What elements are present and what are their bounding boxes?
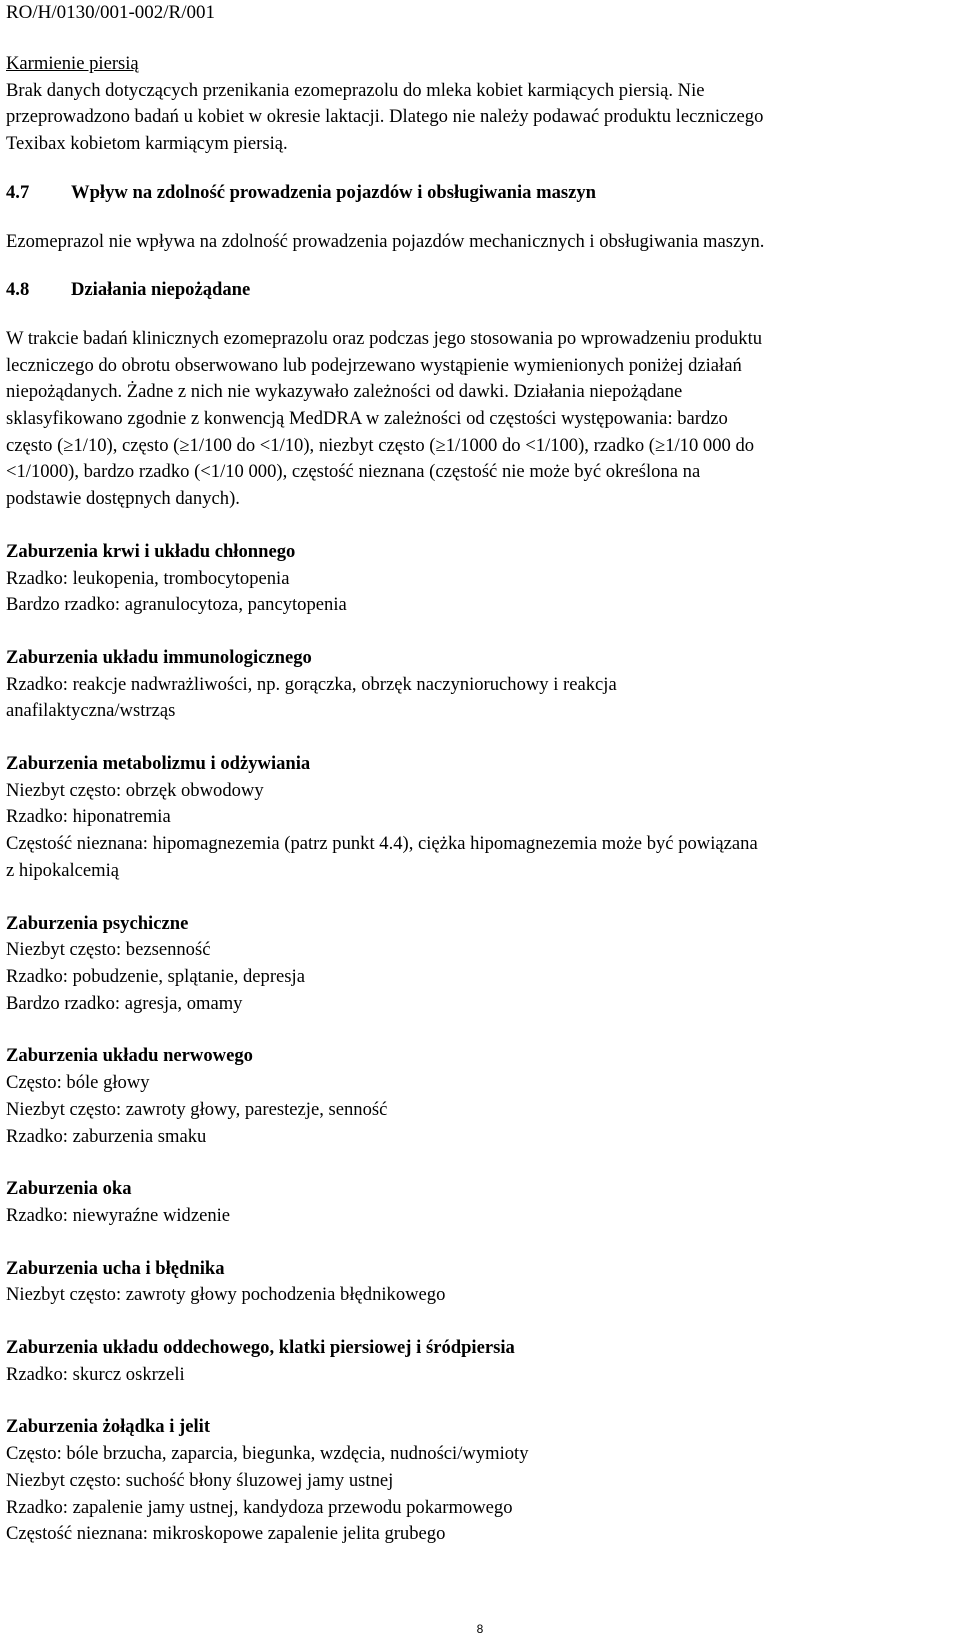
group-gastrointestinal: [6, 1414, 951, 1548]
group-blood: [6, 539, 951, 619]
group-line: Często: bóle brzucha, zaparcia, biegunka, wzdęcia, nudności/wymioty: [6, 1443, 529, 1465]
breastfeeding-line: Brak danych dotyczących przenikania ezomeprazolu do mleka kobiet karmiących piersią. Nie: [6, 79, 705, 101]
group-line: Częstość nieznana: hipomagnezemia (patrz punkt 4.4), ciężka hipomagnezemia może być powiązana: [6, 833, 758, 855]
section-title: Wpływ na zdolność prowadzenia pojazdów i obsługiwania maszyn: [71, 181, 597, 203]
breastfeeding-section: [6, 51, 951, 158]
group-metabolism: [6, 751, 951, 885]
section-number: 4.8: [6, 279, 30, 301]
breastfeeding-line: Texibax kobietom karmiącym piersią.: [6, 133, 288, 155]
group-line: Rzadko: zapalenie jamy ustnej, kandydoza przewodu pokarmowego: [6, 1496, 513, 1518]
group-line: z hipokalcemią: [6, 859, 120, 881]
group-line: Rzadko: reakcje nadwrażliwości, np. gorączka, obrzęk naczynioruchowy i reakcja: [6, 673, 617, 695]
section-4-7-heading: [6, 180, 951, 207]
group-ear: [6, 1256, 951, 1309]
intro-line: W trakcie badań klinicznych ezomeprazolu oraz podczas jego stosowania po wprowadzeniu produktu: [6, 327, 763, 349]
group-line: Niezbyt często: zawroty głowy, parestezje, senność: [6, 1098, 388, 1120]
section-4-8-intro: [6, 326, 951, 513]
section-4-8-heading: [6, 277, 951, 304]
group-psychiatric: [6, 911, 951, 1018]
group-eye: [6, 1176, 951, 1229]
intro-line: <1/1000), bardzo rzadko (<1/10 000), częstość nieznana (częstość nie może być określona na: [6, 461, 701, 483]
group-line: Często: bóle głowy: [6, 1072, 150, 1094]
intro-line: leczniczego do obrotu obserwowano lub podejrzewano wystąpienie wymienionych poniżej działań: [6, 354, 742, 376]
breastfeeding-title: Karmienie piersią: [6, 53, 139, 74]
group-title: Zaburzenia układu nerwowego: [6, 1045, 253, 1067]
group-line: anafilaktyczna/wstrząs: [6, 700, 176, 722]
intro-line: często (≥1/10), często (≥1/100 do <1/10), niezbyt często (≥1/1000 do <1/100), rzadko (≥1/10 000 do: [6, 434, 755, 456]
group-title: Zaburzenia krwi i układu chłonnego: [6, 540, 296, 562]
group-nervous: [6, 1043, 951, 1150]
group-line: Niezbyt często: bezsenność: [6, 939, 211, 961]
group-line: Bardzo rzadko: agranulocytoza, pancytopenia: [6, 594, 347, 616]
group-line: Rzadko: hiponatremia: [6, 806, 171, 828]
group-line: Rzadko: niewyraźne widzenie: [6, 1204, 231, 1226]
intro-line: sklasyfikowano zgodnie z konwencją MedDRA w zależności od częstości występowania: bardzo: [6, 408, 728, 430]
breastfeeding-line: przeprowadzono badań u kobiet w okresie laktacji. Dlatego nie należy podawać produktu leczniczego: [6, 106, 764, 128]
group-title: Zaburzenia metabolizmu i odżywiania: [6, 753, 311, 775]
group-line: Bardzo rzadko: agresja, omamy: [6, 992, 243, 1014]
group-line: Niezbyt często: zawroty głowy pochodzenia błędnikowego: [6, 1284, 446, 1306]
group-line: Niezbyt często: obrzęk obwodowy: [6, 779, 264, 801]
group-line: Rzadko: leukopenia, trombocytopenia: [6, 567, 290, 589]
group-line: Niezbyt często: suchość błony śluzowej jamy ustnej: [6, 1469, 394, 1491]
group-title: Zaburzenia psychiczne: [6, 912, 189, 934]
section-title: Działania niepożądane: [71, 279, 251, 301]
group-immune: [6, 645, 951, 725]
group-title: Zaburzenia układu immunologicznego: [6, 646, 312, 668]
group-respiratory: [6, 1335, 951, 1388]
document-id: RO/H/0130/001-002/R/001: [6, 2, 216, 23]
section-4-7-text: Ezomeprazol nie wpływa na zdolność prowadzenia pojazdów mechanicznych i obsługiwania maszyn.: [6, 230, 765, 252]
group-line: Częstość nieznana: mikroskopowe zapalenie jelita grubego: [6, 1523, 446, 1545]
group-title: Zaburzenia układu oddechowego, klatki piersiowej i śródpiersia: [6, 1337, 515, 1359]
group-line: Rzadko: zaburzenia smaku: [6, 1125, 207, 1147]
intro-line: podstawie dostępnych danych).: [6, 488, 240, 510]
group-line: Rzadko: pobudzenie, splątanie, depresja: [6, 965, 305, 987]
section-number: 4.7: [6, 181, 30, 203]
intro-line: niepożądanych. Żadne z nich nie wykazywało zależności od dawki. Działania niepożądane: [6, 381, 683, 403]
page-number: 8: [476, 1622, 484, 1636]
group-title: Zaburzenia ucha i błędnika: [6, 1257, 225, 1279]
group-title: Zaburzenia oka: [6, 1178, 132, 1200]
group-line: Rzadko: skurcz oskrzeli: [6, 1363, 185, 1385]
document-page: [6, 0, 951, 1548]
group-title: Zaburzenia żołądka i jelit: [6, 1416, 211, 1438]
